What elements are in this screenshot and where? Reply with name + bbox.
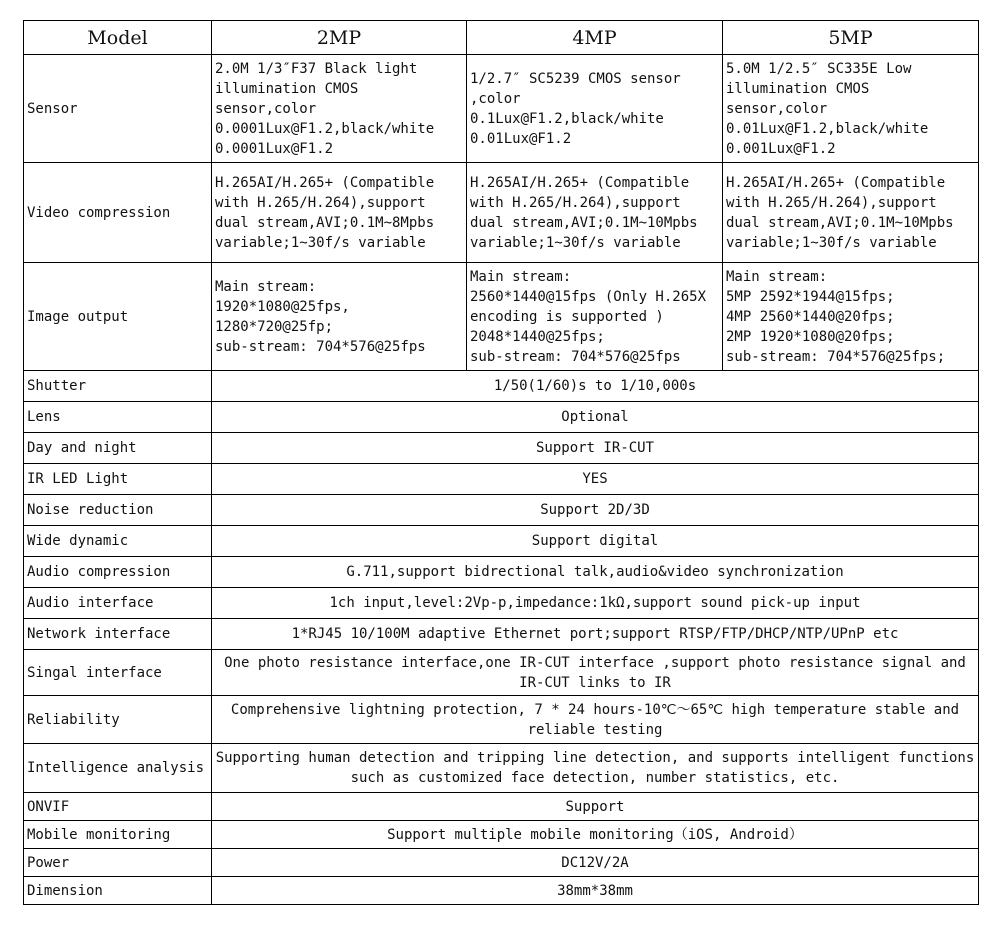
spec-cell-c3	[723, 163, 979, 263]
cell-line: 0.01Lux@F1.2	[470, 130, 572, 147]
row-value: One photo resistance interface,one IR-CUT interface ,support photo resistance signal and IR-CUT links to IR	[212, 650, 979, 696]
row-value: Optional	[212, 402, 979, 433]
row-label: Day and night	[24, 433, 212, 464]
table-row	[24, 588, 979, 619]
row-label: Video compression	[24, 163, 212, 263]
row-value: 1*RJ45 10/100M adaptive Ethernet port;support RTSP/FTP/DHCP/NTP/UPnP etc	[212, 619, 979, 650]
cell-line: illumination CMOS	[726, 80, 870, 97]
cell-line: 2.0M 1/3″F37 Black light	[215, 60, 418, 77]
table-row	[24, 877, 979, 905]
cell-line: sensor,color	[726, 100, 828, 117]
cell-line: 5MP 2592*1944@15fps;	[726, 288, 895, 305]
table-row	[24, 526, 979, 557]
cell-line: illumination CMOS	[215, 80, 359, 97]
table-row	[24, 744, 979, 793]
cell-line: 0.1Lux@F1.2,black/white	[470, 110, 664, 127]
table-row	[24, 464, 979, 495]
table-row	[24, 371, 979, 402]
table-row	[24, 495, 979, 526]
row-value: Support	[212, 793, 979, 821]
row-label: Singal interface	[24, 650, 212, 696]
row-value: Support multiple mobile monitoring（iOS, Android）	[212, 821, 979, 849]
row-value: G.711,support bidrectional talk,audio&video synchronization	[212, 557, 979, 588]
row-label: IR LED Light	[24, 464, 212, 495]
row-label: Intelligence analysis	[24, 744, 212, 793]
cell-line: 1920*1080@25fps,	[215, 298, 350, 315]
header-2mp: 2MP	[212, 21, 467, 55]
spec-cell-c1	[212, 263, 467, 371]
cell-line: H.265AI/H.265+ (Compatible	[470, 174, 690, 191]
cell-line: sub-stream: 704*576@25fps;	[726, 348, 946, 365]
cell-line: Main stream:	[215, 278, 317, 295]
header-4mp: 4MP	[467, 21, 723, 55]
row-value: Comprehensive lightning protection, 7 * 24 hours-10℃～65℃ high temperature stable and reliable testing	[212, 696, 979, 744]
cell-line: sub-stream: 704*576@25fps	[215, 338, 426, 355]
cell-line: with H.265/H.264),support	[470, 194, 681, 211]
cell-line: dual stream,AVI;0.1M~10Mpbs	[726, 214, 954, 231]
cell-line: 0.001Lux@F1.2	[726, 140, 836, 157]
table-row	[24, 793, 979, 821]
cell-line: 0.0001Lux@F1.2,black/white	[215, 120, 435, 137]
cell-line: sub-stream: 704*576@25fps	[470, 348, 681, 365]
header-5mp: 5MP	[723, 21, 979, 55]
row-value: Supporting human detection and tripping line detection, and supports intelligent functions such as customized face detection, number statistics, etc.	[212, 744, 979, 793]
table-row	[24, 557, 979, 588]
cell-line: with H.265/H.264),support	[726, 194, 937, 211]
cell-line: 2048*1440@25fps;	[470, 328, 605, 345]
header-model: Model	[24, 21, 212, 55]
row-label: Reliability	[24, 696, 212, 744]
cell-line: 0.0001Lux@F1.2	[215, 140, 334, 157]
table-row	[24, 263, 979, 371]
row-label: Lens	[24, 402, 212, 433]
table-row	[24, 650, 979, 696]
spec-cell-c1	[212, 55, 467, 163]
cell-line: 1/2.7″ SC5239 CMOS sensor	[470, 70, 681, 87]
cell-line: 5.0M 1/2.5″ SC335E Low	[726, 60, 912, 77]
cell-line: 2560*1440@15fps (Only H.265X	[470, 288, 707, 305]
row-value: 1ch input,level:2Vp-p,impedance:1kΩ,support sound pick-up input	[212, 588, 979, 619]
spec-cell-c3	[723, 263, 979, 371]
table-row	[24, 163, 979, 263]
cell-line: dual stream,AVI;0.1M~8Mpbs	[215, 214, 435, 231]
cell-line: variable;1~30f/s variable	[215, 234, 426, 251]
cell-line: variable;1~30f/s variable	[726, 234, 937, 251]
table-row	[24, 696, 979, 744]
cell-line: H.265AI/H.265+ (Compatible	[726, 174, 946, 191]
row-label: Image output	[24, 263, 212, 371]
row-value: 38mm*38mm	[212, 877, 979, 905]
row-value: Support IR-CUT	[212, 433, 979, 464]
row-label: Mobile monitoring	[24, 821, 212, 849]
cell-line: encoding is supported )	[470, 308, 664, 325]
table-row	[24, 619, 979, 650]
cell-line: Main stream:	[726, 268, 828, 285]
table-row	[24, 849, 979, 877]
spec-cell-c2	[467, 163, 723, 263]
row-value: DC12V/2A	[212, 849, 979, 877]
cell-line: H.265AI/H.265+ (Compatible	[215, 174, 435, 191]
cell-line: Main stream:	[470, 268, 572, 285]
spec-body	[24, 55, 979, 905]
cell-line: variable;1~30f/s variable	[470, 234, 681, 251]
table-row	[24, 821, 979, 849]
table-row	[24, 55, 979, 163]
row-value: Support digital	[212, 526, 979, 557]
header-row	[24, 21, 979, 55]
row-label: Sensor	[24, 55, 212, 163]
cell-line: sensor,color	[215, 100, 317, 117]
cell-line: 1280*720@25fp;	[215, 318, 334, 335]
cell-line: 2MP 1920*1080@20fps;	[726, 328, 895, 345]
table-row	[24, 433, 979, 464]
cell-line: 4MP 2560*1440@20fps;	[726, 308, 895, 325]
table-row	[24, 402, 979, 433]
row-label: Network interface	[24, 619, 212, 650]
cell-line: ,color	[470, 90, 521, 107]
row-label: Noise reduction	[24, 495, 212, 526]
spec-cell-c2	[467, 263, 723, 371]
row-label: ONVIF	[24, 793, 212, 821]
cell-line: with H.265/H.264),support	[215, 194, 426, 211]
spec-table	[23, 20, 979, 905]
cell-line: 0.01Lux@F1.2,black/white	[726, 120, 929, 137]
row-value: Support 2D/3D	[212, 495, 979, 526]
row-label: Shutter	[24, 371, 212, 402]
row-label: Audio compression	[24, 557, 212, 588]
spec-cell-c2	[467, 55, 723, 163]
row-label: Audio interface	[24, 588, 212, 619]
row-value: YES	[212, 464, 979, 495]
row-label: Power	[24, 849, 212, 877]
cell-line: dual stream,AVI;0.1M~10Mpbs	[470, 214, 698, 231]
row-value: 1/50(1/60)s to 1/10,000s	[212, 371, 979, 402]
spec-cell-c3	[723, 55, 979, 163]
row-label: Dimension	[24, 877, 212, 905]
row-label: Wide dynamic	[24, 526, 212, 557]
spec-cell-c1	[212, 163, 467, 263]
